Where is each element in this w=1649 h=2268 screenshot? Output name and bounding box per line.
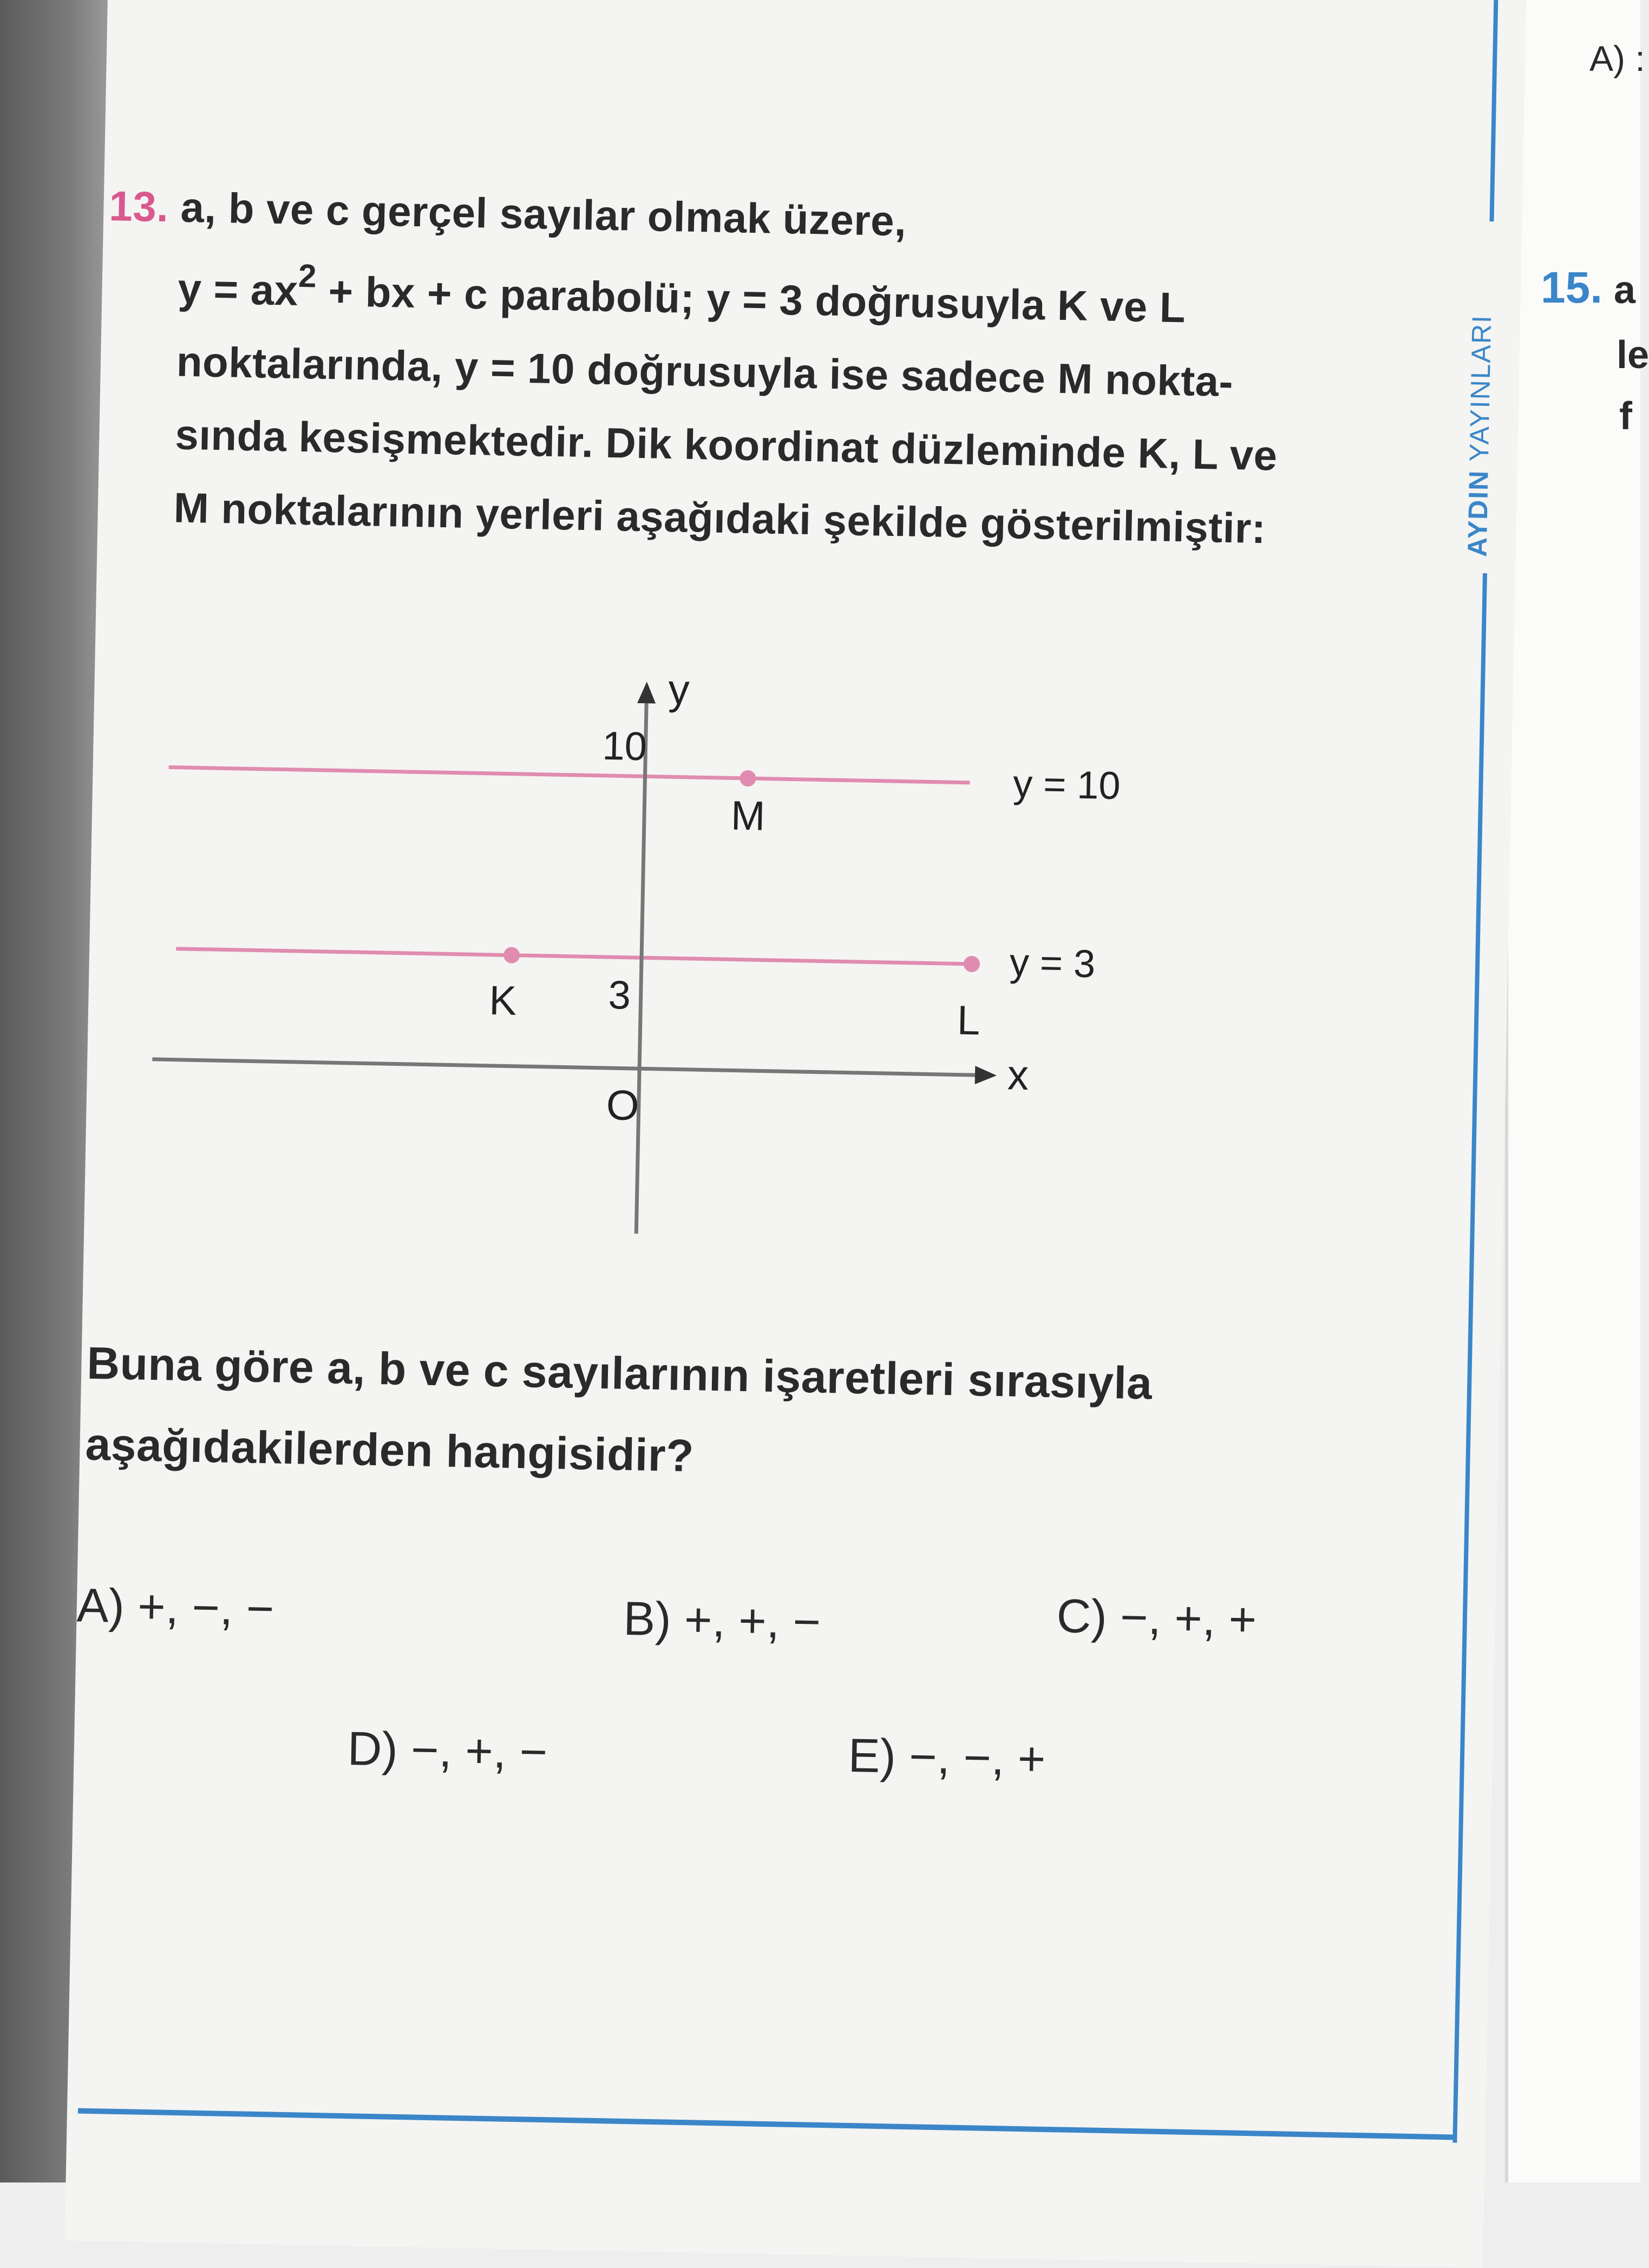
- next-page-question-number: 15.: [1541, 263, 1602, 312]
- x-axis: [152, 1059, 975, 1075]
- line-y3: [176, 949, 966, 964]
- question-number: 13.: [108, 182, 169, 231]
- brand-label: [1462, 314, 1498, 558]
- x-axis-label: x: [1007, 1051, 1029, 1099]
- question-line-1: [109, 181, 907, 246]
- point-l: [964, 956, 980, 973]
- point-k: [503, 947, 520, 963]
- tick-label-3: 3: [607, 972, 631, 1018]
- coordinate-figure: [159, 618, 1416, 1281]
- origin-label: O: [605, 1081, 640, 1130]
- line-y10: [169, 767, 970, 782]
- equation-part-2: + bx + c parabolü; y = 3 doğrusuyla K ve L: [328, 267, 1186, 332]
- option-b[interactable]: B) +, +, −: [623, 1591, 821, 1649]
- question-line-1-text: a, b ve c gerçel sayılar olmak üzere,: [180, 183, 907, 245]
- blue-bottom-rule: [78, 2108, 1457, 2140]
- next-page-answer-fragment: A) :: [1589, 38, 1645, 78]
- point-m: [740, 770, 756, 787]
- blue-margin-rule-top: [1489, 0, 1498, 221]
- y-axis-label: y: [668, 665, 690, 713]
- blue-margin-rule-bottom: [1452, 573, 1487, 2143]
- question-line-4: sında kesişmektedir. Dik koordinat düzleminde K, L ve: [174, 410, 1278, 480]
- equation-part-1: y = ax: [177, 264, 299, 314]
- option-a[interactable]: A) +, −, −: [76, 1578, 275, 1636]
- option-e[interactable]: E) −, −, +: [847, 1728, 1046, 1786]
- brand-bold: AYDIN: [1462, 469, 1494, 558]
- label-m: M: [730, 792, 766, 840]
- prompt-line-2: aşağıdakilerden hangisidir?: [84, 1418, 695, 1482]
- question-line-3: noktalarında, y = 10 doğrusuyla ise sadece M nokta-: [176, 337, 1234, 406]
- next-page-text-3: f: [1619, 395, 1632, 438]
- y-axis-arrow: [637, 681, 656, 704]
- brand-rest: YAYINLARI: [1463, 314, 1497, 470]
- next-page-text-2: le: [1617, 333, 1649, 377]
- option-c[interactable]: C) −, +, +: [1056, 1589, 1258, 1647]
- next-page-text-1: a: [1614, 268, 1636, 312]
- label-y10: y = 10: [1012, 762, 1121, 808]
- option-d[interactable]: D) −, +, −: [346, 1721, 548, 1779]
- next-page: [1505, 0, 1649, 2182]
- book-page: [64, 0, 1526, 2268]
- label-k: K: [488, 977, 518, 1024]
- question-line-2: [177, 257, 1186, 333]
- question-line-5: M noktalarının yerleri aşağıdaki şekilde gösterilmiştir:: [173, 483, 1267, 553]
- x-axis-arrow: [975, 1066, 997, 1085]
- tick-label-10: 10: [601, 723, 647, 769]
- label-y3: y = 3: [1009, 941, 1096, 986]
- prompt-line-1: Buna göre a, b ve c sayılarının işaretleri sırasıyla: [86, 1337, 1153, 1409]
- y-axis: [636, 703, 646, 1234]
- equation-exponent: 2: [298, 257, 317, 294]
- label-l: L: [957, 997, 981, 1044]
